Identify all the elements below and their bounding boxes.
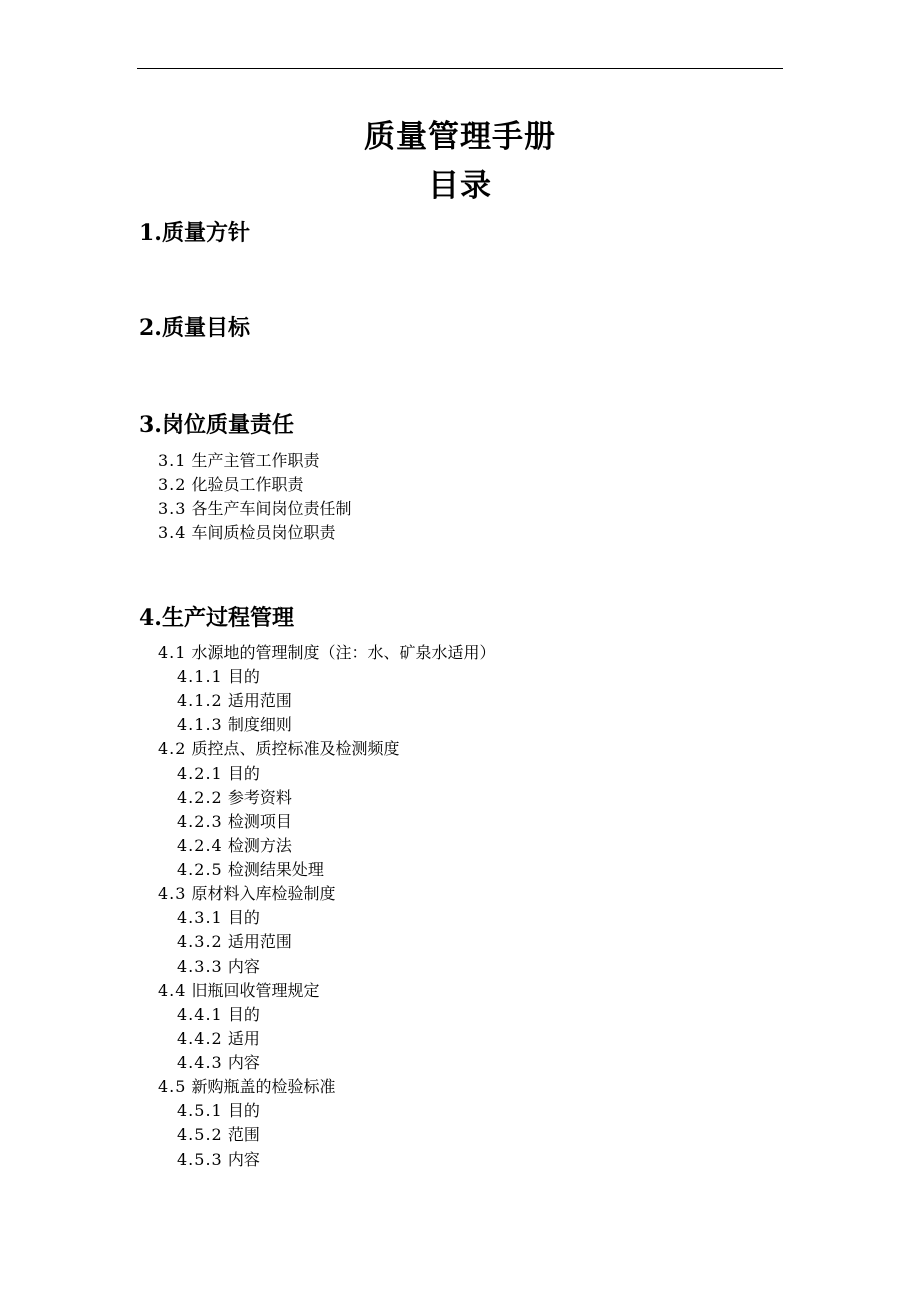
toc-subentry[interactable]: 4.3.3 内容 [177, 957, 260, 976]
toc-subentry[interactable]: 4.4.3 内容 [177, 1053, 260, 1072]
toc-subentry[interactable]: 4.4.2 适用 [177, 1029, 260, 1048]
toc-entry[interactable]: 4.5 新购瓶盖的检验标准 [158, 1077, 336, 1096]
toc-heading: 目录 [428, 168, 492, 204]
toc-subentry[interactable]: 4.2.4 检测方法 [177, 836, 292, 855]
toc-subentry[interactable]: 4.4.1 目的 [177, 1005, 260, 1024]
toc-entry[interactable]: 4.4 旧瓶回收管理规定 [158, 981, 320, 1000]
toc-section-2[interactable]: 2.质量目标 [139, 315, 250, 341]
toc-subentry[interactable]: 4.1.2 适用范围 [177, 691, 292, 710]
toc-subentry[interactable]: 4.5.2 范围 [177, 1125, 260, 1144]
toc-subentry[interactable]: 4.5.1 目的 [177, 1101, 260, 1120]
toc-section-1[interactable]: 1.质量方针 [139, 220, 250, 246]
toc-subentry[interactable]: 4.2.1 目的 [177, 764, 260, 783]
toc-subentry[interactable]: 4.3.1 目的 [177, 908, 260, 927]
toc-subentry[interactable]: 4.2.3 检测项目 [177, 812, 292, 831]
toc-subentry[interactable]: 4.2.5 检测结果处理 [177, 860, 324, 879]
toc-section-3[interactable]: 3.岗位质量责任 [139, 412, 294, 438]
toc-entry[interactable]: 3.2 化验员工作职责 [158, 475, 304, 494]
toc-subentry[interactable]: 4.1.1 目的 [177, 667, 260, 686]
toc-subentry[interactable]: 4.3.2 适用范围 [177, 932, 292, 951]
toc-section-4[interactable]: 4.生产过程管理 [139, 605, 294, 631]
toc-entry[interactable]: 3.4 车间质检员岗位职责 [158, 523, 336, 542]
toc-entry[interactable]: 4.1 水源地的管理制度（注：水、矿泉水适用） [158, 643, 496, 662]
toc-entry[interactable]: 3.1 生产主管工作职责 [158, 451, 320, 470]
toc-subentry[interactable]: 4.2.2 参考资料 [177, 788, 292, 807]
toc-entry[interactable]: 3.3 各生产车间岗位责任制 [158, 499, 352, 518]
toc-entry[interactable]: 4.3 原材料入库检验制度 [158, 884, 336, 903]
toc-subentry[interactable]: 4.1.3 制度细则 [177, 715, 292, 734]
document-title: 质量管理手册 [364, 119, 556, 155]
toc-subentry[interactable]: 4.5.3 内容 [177, 1150, 260, 1169]
toc-entry[interactable]: 4.2 质控点、质控标准及检测频度 [158, 739, 400, 758]
